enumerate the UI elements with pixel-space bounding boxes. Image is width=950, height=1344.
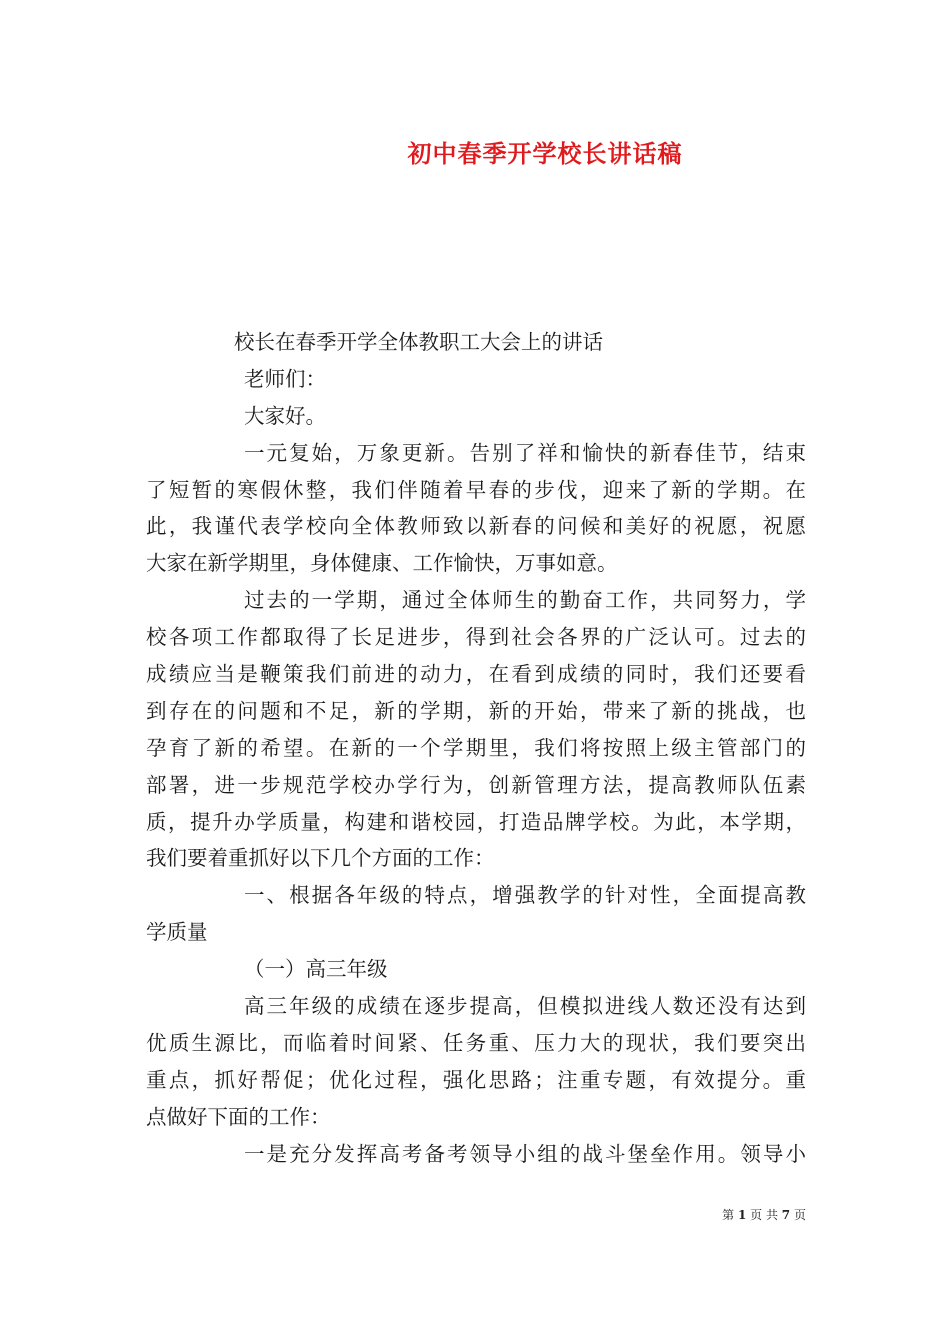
footer-prefix: 第 [722, 1208, 735, 1222]
text-line: 高三年级的成绩在逐步提高，但模拟进线人数还没有达到 [244, 994, 806, 1019]
text-line: 过去的一学期，通过全体师生的勤奋工作，共同努力，学 [244, 588, 806, 613]
text-line: 重点，抓好帮促；优化过程，强化思路；注重专题，有效提分。重 [146, 1067, 806, 1092]
text-line: 校各项工作都取得了长足进步，得到社会各界的广泛认可。过去的 [146, 625, 806, 650]
document-body [146, 324, 806, 1172]
footer-middle: 页 共 [750, 1208, 778, 1222]
text-line: 大家在新学期里，身体健康、工作愉快，万事如意。 [146, 551, 618, 576]
text-line: 点做好下面的工作： [146, 1104, 331, 1129]
text-line: 我们要着重抓好以下几个方面的工作： [146, 846, 495, 871]
footer-total-pages: 7 [781, 1208, 791, 1222]
text-line: 到存在的问题和不足，新的学期，新的开始，带来了新的挑战，也 [146, 698, 806, 723]
text-line: 孕育了新的希望。在新的一个学期里，我们将按照上级主管部门的 [146, 735, 806, 760]
greeting: 大家好。 [244, 403, 326, 428]
text-line: 部署，进一步规范学校办学行为，创新管理方法，提高教师队伍素 [146, 772, 806, 797]
text-line: 了短暂的寒假休整，我们伴随着早春的步伐，迎来了新的学期。在 [146, 477, 806, 502]
text-line: 优质生源比，而临着时间紧、任务重、压力大的现状，我们要突出 [146, 1030, 806, 1055]
page-footer [722, 1206, 806, 1223]
text-line: 一是充分发挥高考备考领导小组的战斗堡垒作用。领导小 [244, 1141, 806, 1166]
text-line: 质，提升办学质量，构建和谐校园，打造品牌学校。为此，本学期， [146, 809, 806, 834]
section-heading-line: 一、根据各年级的特点，增强教学的针对性，全面提高教 [244, 883, 806, 908]
subsection-heading: （一）高三年级 [244, 957, 388, 982]
speech-subtitle: 校长在春季开学全体教职工大会上的讲话 [234, 330, 603, 354]
footer-current-page: 1 [737, 1208, 747, 1222]
footer-suffix: 页 [793, 1208, 806, 1222]
text-line: 一元复始，万象更新。告别了祥和愉快的新春佳节，结束 [244, 440, 806, 465]
text-line: 成绩应当是鞭策我们前进的动力，在看到成绩的同时，我们还要看 [146, 662, 806, 687]
text-line: 此，我谨代表学校向全体教师致以新春的问候和美好的祝愿，祝愿 [146, 514, 806, 539]
section-heading-line: 学质量 [146, 920, 208, 945]
document-title: 初中春季开学校长讲话稿 [407, 139, 683, 168]
salutation: 老师们： [244, 366, 326, 391]
